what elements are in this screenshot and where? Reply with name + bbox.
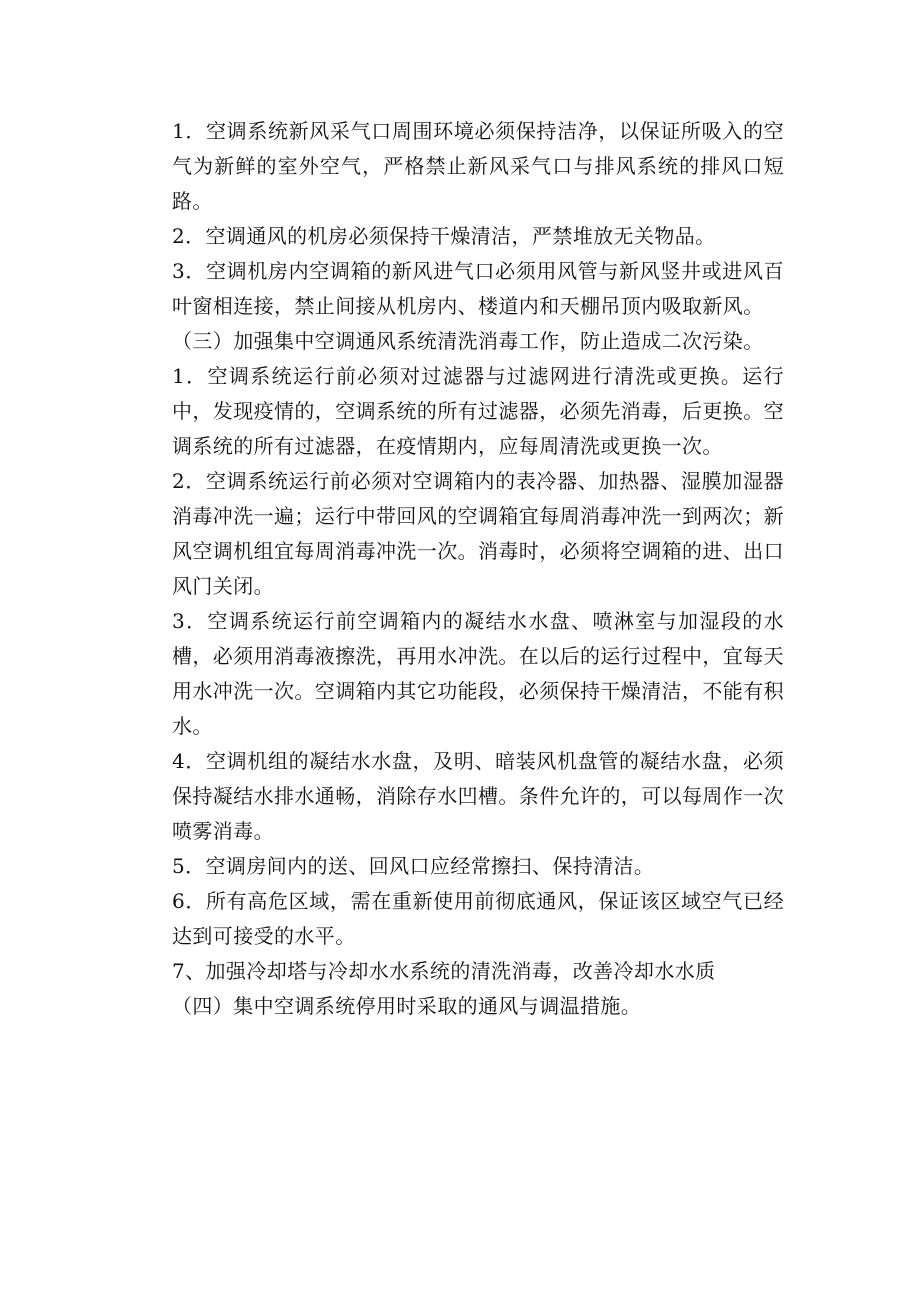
section-heading-shutdown: （四）集中空调系统停用时采取的通风与调温措施。 [172,994,642,1018]
paragraph-coils: 2．空调系统运行前必须对空调箱内的表冷器、加热器、湿膜加湿器消毒冲洗一遍；运行中带回风的空调箱宜每周消毒冲洗一到两次；新风空调机组宜每周消毒冲洗一次。消毒时，必须将空调箱的进、出口风门关闭。 [172,469,784,598]
paragraph-cooling-tower: 7、加强冷却塔与冷却水水系统的清洗消毒，改善冷却水水质 [172,959,716,983]
section-heading-cleaning: （三）加强集中空调通风系统清洗消毒工作，防止造成二次污染。 [172,329,764,353]
paragraph-air-inlet: 3．空调机房内空调箱的新风进气口必须用风管与新风竖井或进风百叶窗相连接，禁止间接从机房内、楼道内和天棚吊顶内吸取新风。 [172,259,784,318]
paragraph-drain-pan: 3．空调系统运行前空调箱内的凝结水水盘、喷淋室与加湿段的水槽，必须用消毒液擦洗，再用水冲洗。在以后的运行过程中，宜每天用水冲洗一次。空调箱内其它功能段，必须保持干燥清洁，不能有积水。 [172,609,784,738]
document-body [172,114,784,1024]
paragraph-high-risk: 6．所有高危区域，需在重新使用前彻底通风，保证该区域空气已经达到可接受的水平。 [172,889,784,948]
paragraph-machine-room: 2．空调通风的机房必须保持干燥清洁，严禁堆放无关物品。 [172,224,716,248]
paragraph-filters: 1．空调系统运行前必须对过滤器与过滤网进行清洗或更换。运行中，发现疫情的，空调系统的所有过滤器，必须先消毒，后更换。空调系统的所有过滤器，在疫情期内，应每周清洗或更换一次。 [172,364,784,458]
paragraph-fresh-air-intake: 1．空调系统新风采气口周围环境必须保持洁净，以保证所吸入的空气为新鲜的室外空气，严格禁止新风采气口与排风系统的排风口短路。 [172,119,784,213]
paragraph-vents: 5．空调房间内的送、回风口应经常擦扫、保持清洁。 [172,854,655,878]
paragraph-condensate: 4．空调机组的凝结水水盘，及明、暗装风机盘管的凝结水盘，必须保持凝结水排水通畅，消除存水凹槽。条件允许的，可以每周作一次喷雾消毒。 [172,749,784,843]
